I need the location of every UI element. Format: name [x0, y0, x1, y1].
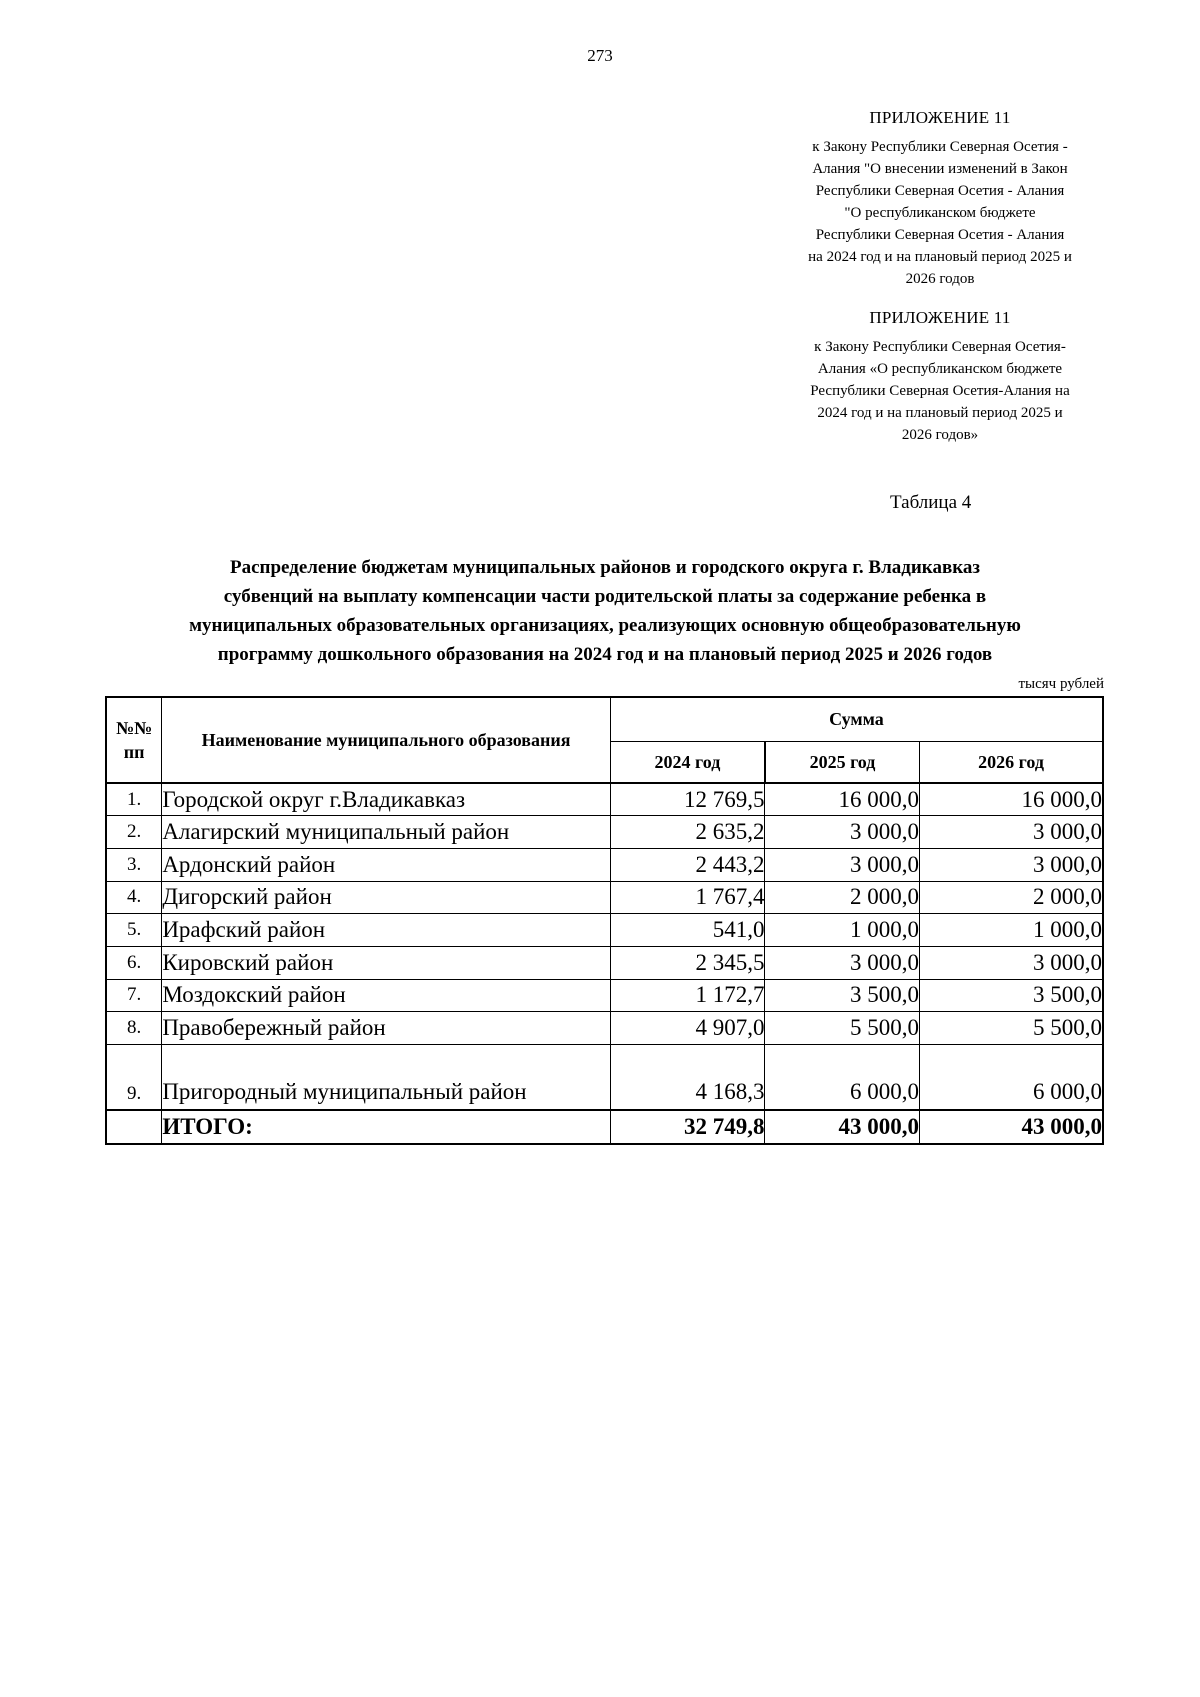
row-2026: 3 000,0: [920, 848, 1103, 881]
header-2026: 2026 год: [920, 741, 1103, 783]
page-number: 273: [587, 46, 613, 65]
row-2026: 3 000,0: [920, 946, 1103, 979]
row-2024: 4 168,3: [610, 1045, 765, 1110]
row-2025: 3 500,0: [765, 979, 920, 1012]
row-2025: 3 000,0: [765, 848, 920, 881]
appendix-2-block: [765, 308, 1115, 446]
row-2024: 2 345,5: [610, 946, 765, 979]
appendix-2-line: 2026 годов»: [901, 427, 979, 443]
row-num: 4.: [106, 881, 162, 914]
table-label: Таблица 4: [890, 492, 972, 513]
total-row: [106, 1110, 1103, 1144]
row-num: 9.: [106, 1045, 162, 1110]
row-2026: 3 500,0: [920, 979, 1103, 1012]
appendix-1-block: [765, 108, 1115, 290]
appendix-2-title: ПРИЛОЖЕНИЕ 11: [869, 308, 1011, 327]
row-2026: 2 000,0: [920, 881, 1103, 914]
row-2024: 4 907,0: [610, 1012, 765, 1045]
header-num: №№ пп: [106, 697, 162, 783]
row-2024: 541,0: [610, 914, 765, 947]
row-name: Дигорский район: [162, 881, 611, 914]
row-name: Городской округ г.Владикавказ: [162, 783, 611, 816]
row-2025: 2 000,0: [765, 881, 920, 914]
table-row: [106, 816, 1103, 849]
appendix-1-line: Республики Северная Осетия - Алания: [815, 183, 1065, 199]
row-2026: 6 000,0: [920, 1045, 1103, 1110]
title-line: субвенций на выплату компенсации части родительской платы за содержание ребенка в: [223, 586, 987, 607]
header-2025: 2025 год: [765, 741, 920, 783]
appendix-1-line: к Закону Республики Северная Осетия -: [812, 139, 1068, 155]
appendix-1-line: "О республиканском бюджете: [844, 205, 1036, 221]
appendix-2-text: [765, 336, 1115, 446]
total-2024: 32 749,8: [610, 1110, 765, 1144]
row-2025: 16 000,0: [765, 783, 920, 816]
row-2026: 16 000,0: [920, 783, 1103, 816]
row-2024: 2 443,2: [610, 848, 765, 881]
total-label: ИТОГО:: [162, 1110, 611, 1144]
table-row: [106, 783, 1103, 816]
appendix-1-title: ПРИЛОЖЕНИЕ 11: [869, 108, 1011, 127]
total-2026: 43 000,0: [920, 1110, 1103, 1144]
budget-table: [105, 696, 1104, 1145]
total-num: [106, 1110, 162, 1144]
title-line: программу дошкольного образования на 2024 год и на плановый период 2025 и 2026 годов: [217, 644, 993, 665]
row-2025: 3 000,0: [765, 946, 920, 979]
row-2025: 3 000,0: [765, 816, 920, 849]
row-name: Моздокский район: [162, 979, 611, 1012]
appendix-2-line: к Закону Республики Северная Осетия-: [814, 339, 1066, 355]
row-2025: 5 500,0: [765, 1012, 920, 1045]
appendix-1-text: [765, 136, 1115, 290]
row-name: Алагирский муниципальный район: [162, 816, 611, 849]
row-num: 3.: [106, 848, 162, 881]
row-num: 7.: [106, 979, 162, 1012]
header-2024: 2024 год: [610, 741, 765, 783]
row-2024: 1 172,7: [610, 979, 765, 1012]
row-num: 8.: [106, 1012, 162, 1045]
appendix-1-line: на 2024 год и на плановый период 2025 и: [808, 249, 1072, 265]
row-2024: 2 635,2: [610, 816, 765, 849]
row-2024: 12 769,5: [610, 783, 765, 816]
table-row: [106, 848, 1103, 881]
document-title: [90, 553, 1120, 669]
table-row: [106, 1045, 1103, 1110]
row-name: Ардонский район: [162, 848, 611, 881]
row-2026: 5 500,0: [920, 1012, 1103, 1045]
row-2025: 1 000,0: [765, 914, 920, 947]
appendix-1-line: 2026 годов: [905, 271, 975, 287]
units-label: тысяч рублей: [1018, 676, 1104, 692]
appendix-1-line: Республики Северная Осетия - Алания: [815, 227, 1065, 243]
row-num: 6.: [106, 946, 162, 979]
row-2025: 6 000,0: [765, 1045, 920, 1110]
row-2026: 1 000,0: [920, 914, 1103, 947]
table-row: [106, 881, 1103, 914]
table-row: [106, 1012, 1103, 1045]
appendix-2-line: 2024 год и на плановый период 2025 и: [817, 405, 1063, 421]
appendix-2-line: Республики Северная Осетия-Алания на: [810, 383, 1070, 399]
row-name: Кировский район: [162, 946, 611, 979]
table-row: [106, 914, 1103, 947]
row-num: 1.: [106, 783, 162, 816]
header-sum: Сумма: [610, 697, 1103, 741]
header-name: Наименование муниципального образования: [162, 697, 611, 783]
appendix-1-line: Алания "О внесении изменений в Закон: [812, 161, 1068, 177]
table-row: [106, 979, 1103, 1012]
title-line: муниципальных образовательных организациях, реализующих основную общеобразовательную: [189, 615, 1021, 636]
row-name: Ирафский район: [162, 914, 611, 947]
row-2024: 1 767,4: [610, 881, 765, 914]
title-line: Распределение бюджетам муниципальных районов и городского округа г. Владикавказ: [229, 557, 981, 578]
row-name: Правобережный район: [162, 1012, 611, 1045]
row-num: 5.: [106, 914, 162, 947]
row-name: Пригородный муниципальный район: [162, 1045, 611, 1110]
total-2025: 43 000,0: [765, 1110, 920, 1144]
appendix-2-line: Алания «О республиканском бюджете: [817, 361, 1063, 377]
row-num: 2.: [106, 816, 162, 849]
table-row: [106, 946, 1103, 979]
row-2026: 3 000,0: [920, 816, 1103, 849]
